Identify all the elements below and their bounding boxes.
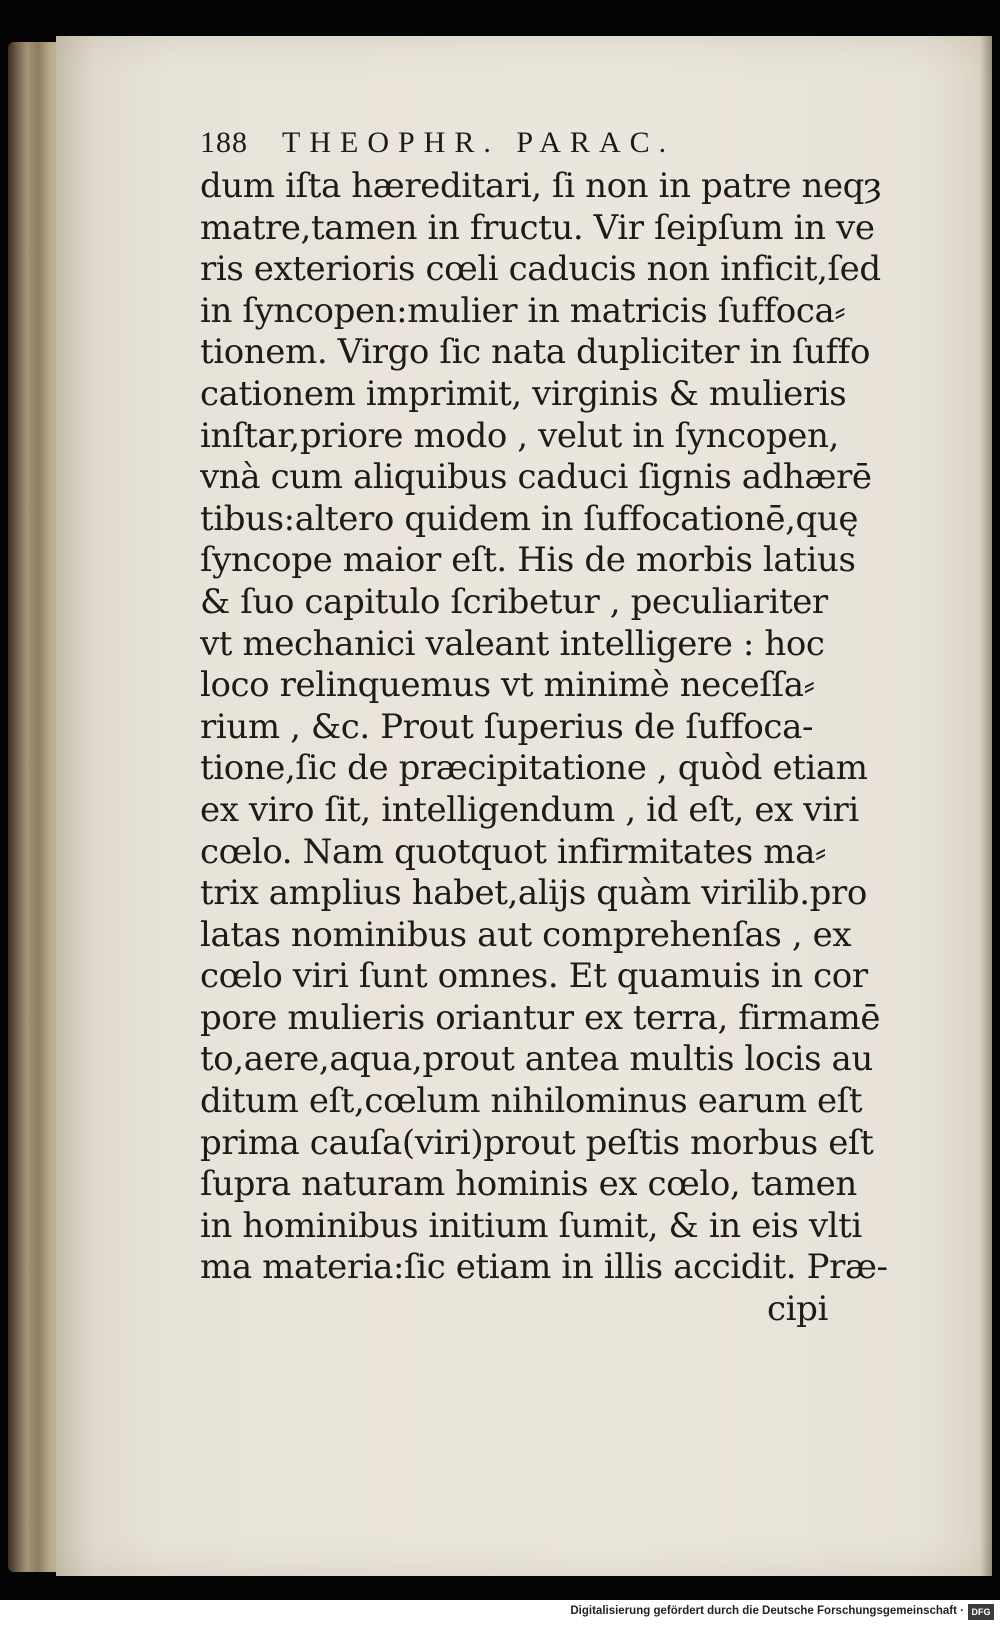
text-line: in ſyncopen:mulier in matricis ſuffoca⸗ — [200, 290, 846, 331]
text-block — [200, 120, 920, 1331]
running-title: THEOPHR. PARAC. — [282, 126, 676, 159]
text-line: rium , &c. Prout ſuperius de ſuffoca- — [200, 706, 814, 747]
text-line: cœlo viri ſunt omnes. Et quamuis in cor — [200, 956, 868, 997]
text-line: loco relinquemus vt minimè neceſſa⸗ — [200, 665, 815, 706]
text-line: tibus:altero quidem in ſuffocationē,quę — [200, 498, 859, 539]
text-line: pore mulieris oriantur ex terra, firmamē — [200, 997, 881, 1038]
text-line: cationem imprimit, virginis & mulieris — [200, 373, 847, 414]
funding-note: Digitalisierung gefördert durch die Deutsche Forschungsgemeinschaft · — [570, 1605, 964, 1617]
running-head — [200, 120, 920, 166]
text-line: in hominibus initium ſumit, & in eis vlti — [200, 1205, 862, 1246]
text-line: matre,tamen in fructu. Vir ſeipſum in ve — [200, 207, 875, 248]
text-line: tione,ſic de præcipitatione , quòd etiam — [200, 748, 868, 789]
text-line: trix amplius habet,alijs quàm virilib.pro — [200, 873, 867, 914]
text-line: ex viro ſit, intelligendum , id eſt, ex viri — [200, 789, 859, 830]
dfg-logo: DFG — [968, 1604, 994, 1620]
text-line: dum iſta hæreditari, ſi non in patre neqȝ — [200, 166, 882, 206]
text-line: ditum eſt,cœlum nihilominus earum eſt — [200, 1081, 863, 1122]
text-line: latas nominibus aut comprehenſas , ex — [200, 914, 852, 955]
text-line: to,aere,aqua,prout antea multis locis au — [200, 1039, 873, 1080]
text-line: vnà cum aliquibus caduci ſignis adhærē — [200, 457, 872, 498]
text-line: & ſuo capitulo ſcribetur , peculiariter — [200, 581, 828, 622]
page-number: 188 — [200, 126, 248, 159]
text-line: inſtar,priore modo , velut in ſyncopen, — [200, 415, 839, 456]
text-line: cœlo. Nam quotquot infirmitates ma⸗ — [200, 831, 826, 872]
text-line: ma materia:ſic etiam in illis accidit. Præ- — [200, 1247, 888, 1288]
text-line: ſyncope maior eſt. His de morbis latius — [200, 540, 856, 581]
text-line: vt mechanici valeant intelligere : hoc — [200, 623, 825, 664]
text-line: tionem. Virgo ſic nata dupliciter in ſuffo — [200, 332, 871, 373]
catchword: cipi — [767, 1289, 828, 1330]
text-line: prima cauſa(viri)prout peſtis morbus eſt — [200, 1122, 874, 1163]
text-line: ris exterioris cœli caducis non inficit,ſed — [200, 249, 881, 290]
text-line: ſupra naturam hominis ex cœlo, tamen — [200, 1164, 857, 1205]
body-text — [200, 166, 920, 1289]
